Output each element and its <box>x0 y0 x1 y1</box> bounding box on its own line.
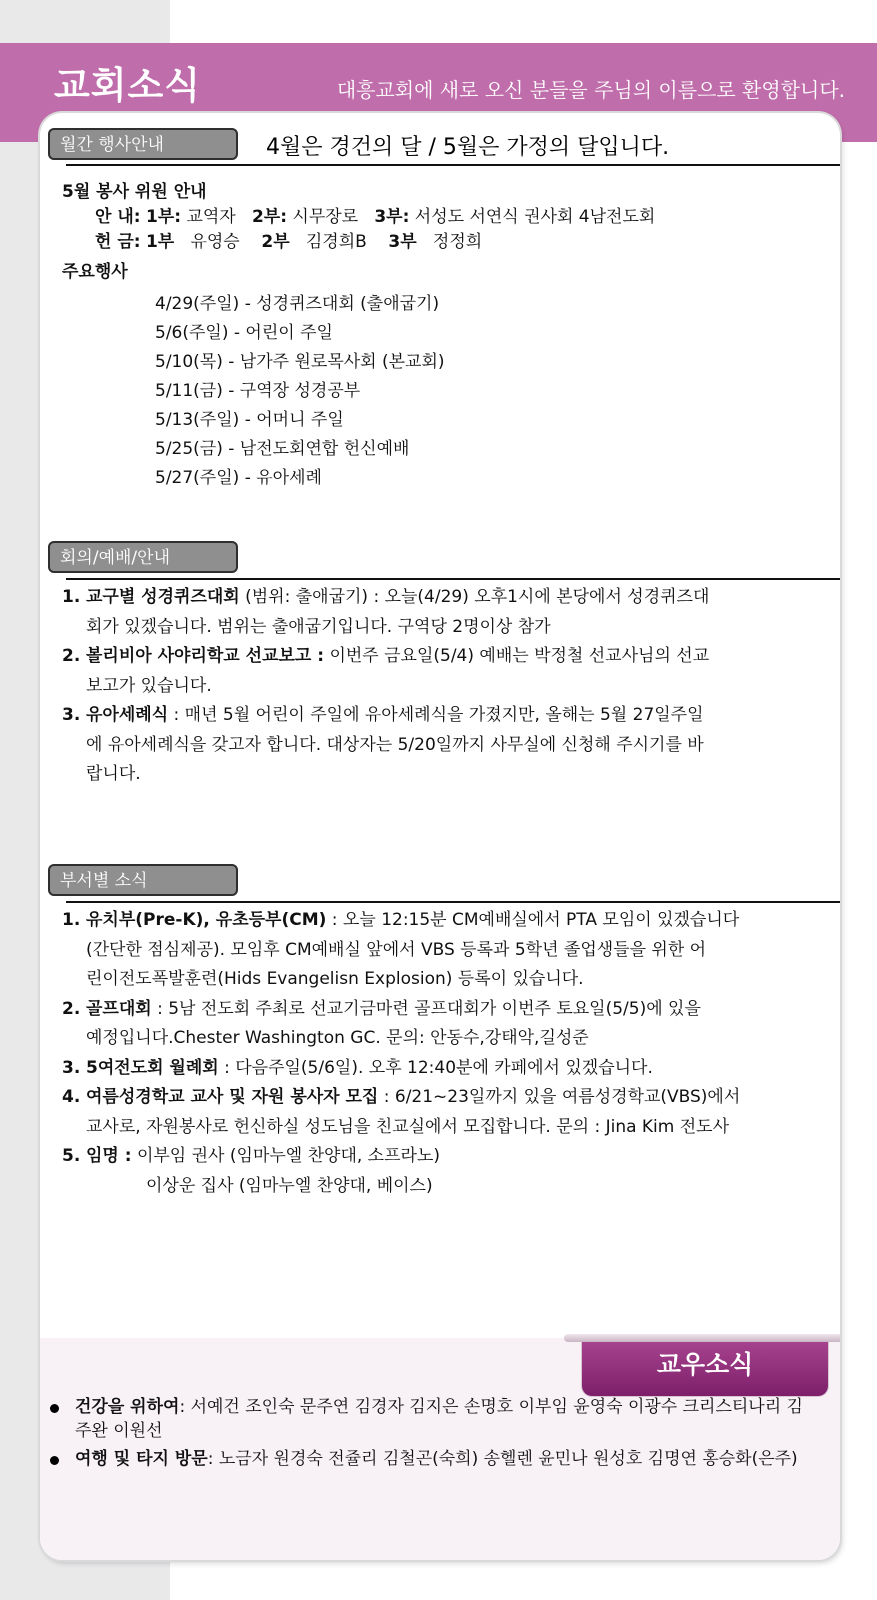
bullet-icon <box>50 1456 59 1465</box>
guide-p2-label: 2부: <box>251 207 287 227</box>
item-title: 유아세례식 <box>86 705 169 725</box>
list-item <box>62 1142 840 1201</box>
list-item <box>62 1054 840 1084</box>
item-line: 교사로, 자원봉사로 헌신하실 성도님을 친교실에서 모집합니다. 문의 : Jina Kim 전도사 <box>86 1116 730 1137</box>
member-item-text: : 노금자 원경숙 전쥴리 김철곤(숙희) 송헬렌 윤민나 원성호 김명연 홍승화(은주) <box>207 1449 798 1469</box>
list-item <box>62 642 832 701</box>
item-number: 1. <box>62 587 81 607</box>
dept-tab: 부서별 소식 <box>48 864 238 896</box>
guide-p2: 시무장로 <box>292 207 359 227</box>
event-item: 5/10(목) - 남가주 원로목사회 (본교회) <box>155 352 445 372</box>
monthly-divider <box>66 164 840 166</box>
offering-label: 헌 금: <box>95 232 141 252</box>
item-title: 임명 : <box>86 1146 132 1166</box>
list-item <box>62 1083 840 1142</box>
list-item <box>50 1395 810 1443</box>
item-number: 5. <box>62 1146 81 1166</box>
list-item <box>62 701 832 790</box>
list-item <box>62 583 832 642</box>
item-line: 회가 있겠습니다. 범위는 출애굽기입니다. 구역당 2명이상 참가 <box>86 616 551 637</box>
guide-p3: 서성도 서연식 권사회 4남전도회 <box>414 207 656 227</box>
event-item: 5/25(금) - 남전도회연합 헌신예배 <box>155 439 410 459</box>
dept-list <box>62 906 840 1201</box>
dept-divider <box>66 901 840 903</box>
welcome-message: 대흥교회에 새로 오신 분들을 주님의 이름으로 환영합니다. <box>336 78 845 102</box>
item-line: 예정입니다.Chester Washington GC. 문의: 안동수,강태악,길성준 <box>86 1028 589 1048</box>
item-line: 에 유아세례식을 갖고자 합니다. 대상자는 5/20일까지 사무실에 신청해 주시기를 바 <box>86 734 704 755</box>
monthly-events-tab: 월간 행사안내 <box>48 128 238 160</box>
offering-p1: 유영승 <box>190 232 240 252</box>
member-item-title: 건강을 위하여 <box>75 1397 180 1417</box>
list-item <box>62 995 840 1054</box>
list-item <box>62 906 840 995</box>
offering-p3-label: 3부 <box>388 232 417 252</box>
item-number: 2. <box>62 646 81 666</box>
offering-p3: 정정희 <box>432 232 483 252</box>
offering-row <box>95 228 482 257</box>
item-number: 3. <box>62 705 81 725</box>
guide-p1-label: 1부: <box>145 207 182 227</box>
meeting-divider <box>66 578 840 580</box>
member-item-title: 여행 및 타지 방문 <box>75 1449 208 1469</box>
item-line: : 오늘 12:15분 CM예배실에서 PTA 모임이 있겠습니다 <box>326 910 740 930</box>
meeting-tab: 회의/예배/안내 <box>48 541 238 573</box>
item-title: 여름성경학교 교사 및 자원 봉사자 모집 <box>86 1087 379 1107</box>
item-line: 랍니다. <box>86 764 141 784</box>
members-ribbon: 교우소식 <box>582 1338 828 1396</box>
events-title: 주요행사 <box>62 262 128 282</box>
member-item-text: : 서예건 조인숙 문주연 김경자 김지은 손명호 이부임 윤영숙 이광수 크리스티나리 김주완 이원선 <box>75 1397 803 1441</box>
item-number: 4. <box>62 1087 81 1107</box>
meeting-list <box>62 583 832 790</box>
events-list <box>155 290 445 493</box>
item-line: 보고가 있습니다. <box>86 675 212 696</box>
item-line: : 다음주일(5/6일). 오후 12:40분에 카페에서 있겠습니다. <box>218 1057 653 1078</box>
event-item: 5/13(주일) - 어머니 주일 <box>155 410 344 430</box>
item-number: 2. <box>62 998 81 1019</box>
volunteer-title: 5월 봉사 위원 안내 <box>62 182 207 202</box>
item-title: 유치부(Pre-K), 유초등부(CM) <box>86 910 327 930</box>
item-line: (범위: 출애굽기) : 오늘(4/29) 오후1시에 본당에서 성경퀴즈대 <box>239 587 710 607</box>
guide-p1: 교역자 <box>186 207 236 227</box>
item-number: 3. <box>62 1057 81 1078</box>
monthly-headline: 4월은 경건의 달 / 5월은 가정의 달입니다. <box>266 135 670 160</box>
news-card <box>40 113 840 1560</box>
item-title: 5여전도회 월례회 <box>86 1057 219 1078</box>
offering-p1-label: 1부 <box>145 232 175 252</box>
offering-p2: 김경희B <box>305 232 367 252</box>
item-number: 1. <box>62 910 81 930</box>
guide-p3-label: 3부: <box>374 207 410 227</box>
item-title: 교구별 성경퀴즈대회 <box>86 587 240 607</box>
item-line: 이상운 집사 (임마누엘 찬양대, 베이스) <box>146 1175 433 1196</box>
item-line: : 매년 5월 어린이 주일에 유아세례식을 가졌지만, 올해는 5월 27일주일 <box>168 705 704 725</box>
item-title: 볼리비아 사야리학교 선교보고 : <box>86 646 325 666</box>
list-item <box>50 1447 810 1471</box>
item-line: 린이전도폭발훈련(Hids Evangelisn Explosion) 등록이 있습니다. <box>86 969 584 989</box>
item-line: : 5남 전도회 주최로 선교기금마련 골프대회가 이번주 토요일(5/5)에 있을 <box>151 998 701 1019</box>
item-line: 이부임 권사 (임마누엘 찬양대, 소프라노) <box>131 1146 441 1166</box>
page-title: 교회소식 <box>54 64 201 107</box>
item-line: (간단한 점심제공). 모임후 CM예배실 앞에서 VBS 등록과 5학년 졸업생들을 위한 어 <box>86 939 707 960</box>
members-list <box>50 1395 810 1475</box>
event-item: 5/11(금) - 구역장 성경공부 <box>155 381 361 401</box>
item-line: 이번주 금요일(5/4) 예배는 박정철 선교사님의 선교 <box>324 646 710 666</box>
item-line: : 6/21~23일까지 있을 여름성경학교(VBS)에서 <box>378 1087 741 1107</box>
bullet-icon <box>50 1404 59 1413</box>
item-title: 골프대회 <box>86 998 152 1019</box>
event-item: 4/29(주일) - 성경퀴즈대회 (출애굽기) <box>155 294 440 314</box>
event-item: 5/27(주일) - 유아세례 <box>155 468 322 488</box>
offering-p2-label: 2부 <box>261 232 290 252</box>
guide-label: 안 내: <box>95 207 141 227</box>
event-item: 5/6(주일) - 어린이 주일 <box>155 323 333 343</box>
